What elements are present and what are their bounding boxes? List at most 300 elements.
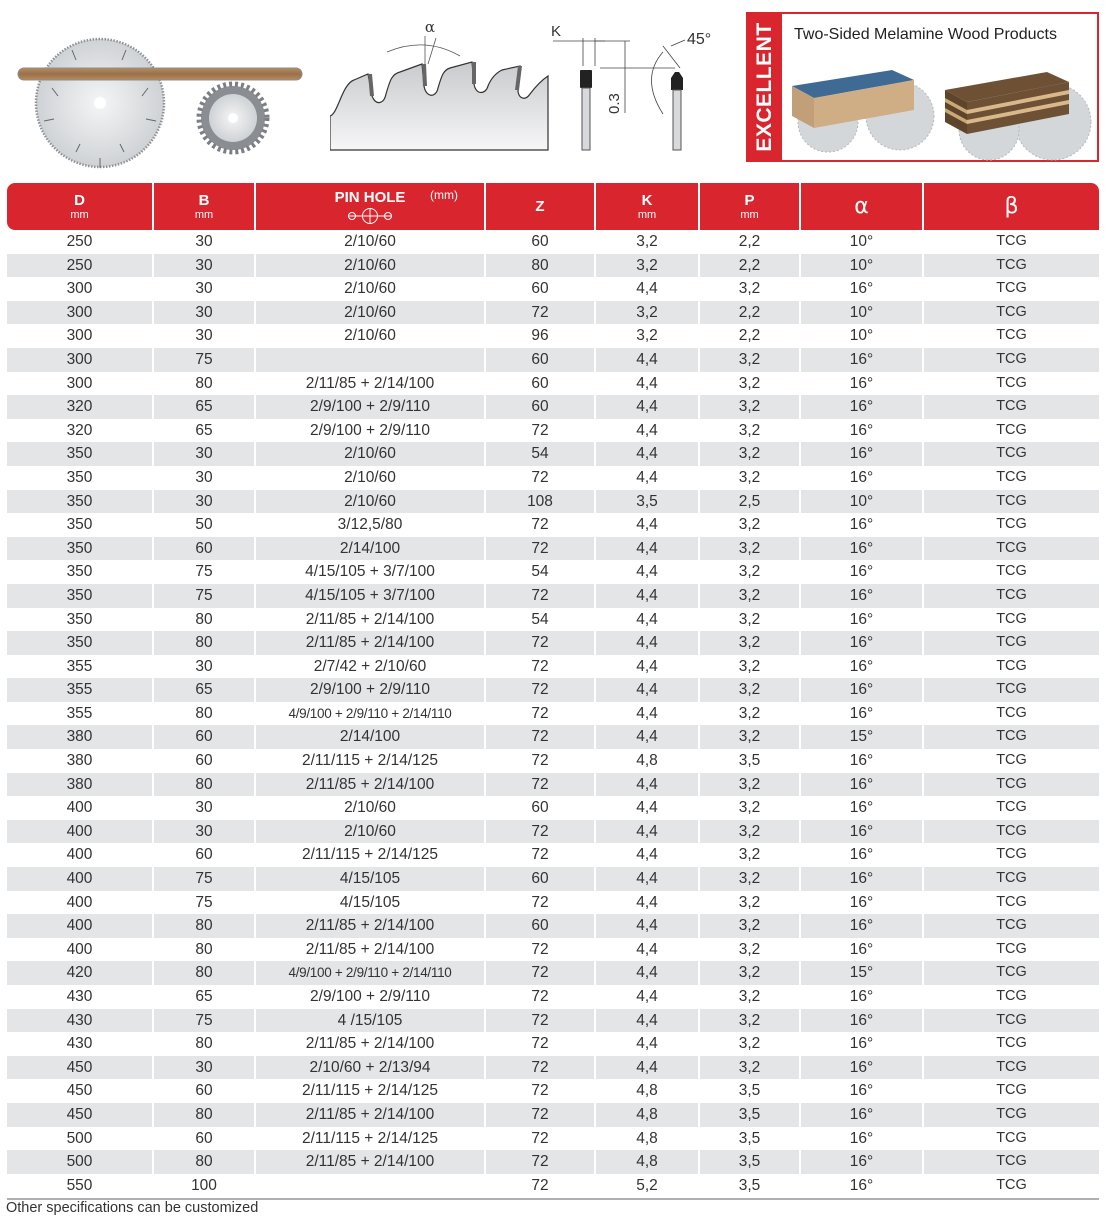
cell-d: 250	[7, 254, 154, 278]
cell-pin-hole	[256, 348, 486, 372]
cell-z: 72	[486, 891, 596, 915]
pin-hole-icon	[347, 208, 393, 224]
cell-d: 350	[7, 490, 154, 514]
cell-alpha: 16°	[801, 914, 924, 938]
cell-z: 60	[486, 914, 596, 938]
cell-z: 72	[486, 1009, 596, 1033]
bevel-angle-label: 45°	[687, 31, 712, 48]
column-header-b: B mm	[154, 183, 256, 230]
alpha-angle-label: α	[424, 18, 436, 36]
table-row	[7, 961, 1099, 985]
cell-d: 430	[7, 985, 154, 1009]
cell-pin-hole: 2/11/115 + 2/14/125	[256, 1079, 486, 1103]
cell-k: 4,4	[596, 796, 700, 820]
cell-alpha: 16°	[801, 891, 924, 915]
cell-beta: TCG	[924, 395, 1099, 419]
table-row	[7, 513, 1099, 537]
cell-pin-hole: 4/15/105	[256, 891, 486, 915]
cell-b: 30	[154, 655, 256, 679]
cell-d: 300	[7, 324, 154, 348]
cell-d: 400	[7, 891, 154, 915]
cell-k: 4,4	[596, 631, 700, 655]
table-row	[7, 254, 1099, 278]
cell-pin-hole: 2/11/115 + 2/14/125	[256, 843, 486, 867]
cell-k: 4,4	[596, 725, 700, 749]
cell-alpha: 16°	[801, 773, 924, 797]
cell-k: 4,4	[596, 773, 700, 797]
cell-b: 80	[154, 914, 256, 938]
cell-k: 4,4	[596, 513, 700, 537]
cell-k: 4,8	[596, 1079, 700, 1103]
cell-b: 80	[154, 938, 256, 962]
cell-beta: TCG	[996, 1082, 1027, 1099]
cell-z: 60	[486, 372, 596, 396]
cell-z: 72	[486, 1127, 596, 1151]
cell-beta: TCG	[924, 1056, 1099, 1080]
column-header-d: D mm	[7, 183, 154, 230]
cell-b: 80	[154, 961, 256, 985]
cell-b: 65	[154, 419, 256, 443]
cell-b: 30	[154, 301, 256, 325]
cell-alpha: 16°	[801, 419, 924, 443]
cell-alpha: 10°	[801, 230, 924, 254]
cell-p: 3,2	[700, 867, 801, 891]
cell-b: 30	[154, 254, 256, 278]
cell-beta: TCG	[924, 914, 1099, 938]
column-header-alpha: α	[801, 183, 924, 230]
column-header-beta: β	[924, 183, 1099, 230]
table-row	[7, 1103, 1099, 1127]
cell-p: 3,5	[700, 1174, 801, 1198]
table-row	[7, 843, 1099, 867]
specification-table	[7, 183, 1099, 1200]
cell-beta: TCG	[924, 631, 1099, 655]
cell-beta: TCG	[996, 988, 1027, 1004]
cell-p: 3,2	[700, 513, 801, 537]
cell-beta: TCG	[924, 725, 1099, 749]
cell-p: 3,2	[700, 938, 801, 962]
cell-b: 75	[154, 1009, 256, 1033]
table-row	[7, 773, 1099, 797]
cell-pin-hole: 2/11/85 + 2/14/100	[256, 1103, 486, 1127]
cell-beta: TCG	[996, 516, 1027, 533]
cell-d: 550	[7, 1174, 154, 1198]
cell-alpha: 16°	[801, 985, 924, 1009]
table-row	[7, 277, 1099, 301]
cell-pin-hole: 4/9/100 + 2/9/110 + 2/14/110	[256, 961, 486, 985]
cell-p: 3,2	[700, 608, 801, 632]
cell-beta: TCG	[924, 961, 1099, 985]
cell-p: 3,5	[700, 749, 801, 773]
cell-b: 80	[154, 1032, 256, 1056]
cell-k: 3,2	[596, 254, 700, 278]
cell-p: 3,2	[700, 891, 801, 915]
cell-pin-hole: 2/11/85 + 2/14/100	[256, 1032, 486, 1056]
cell-beta: TCG	[996, 374, 1027, 391]
cell-z: 72	[486, 537, 596, 561]
cell-alpha: 16°	[801, 796, 924, 820]
table-row	[7, 1079, 1099, 1103]
table-row	[7, 867, 1099, 891]
cell-k: 3,5	[596, 490, 700, 514]
cell-p: 3,5	[700, 1150, 801, 1174]
cell-b: 60	[154, 725, 256, 749]
cell-b: 60	[154, 1127, 256, 1151]
cell-z: 60	[486, 395, 596, 419]
cell-beta: TCG	[924, 1009, 1099, 1033]
cell-k: 4,4	[596, 985, 700, 1009]
cell-pin-hole: 2/9/100 + 2/9/110	[256, 419, 486, 443]
cell-b: 30	[154, 796, 256, 820]
cell-pin-hole: 2/10/60	[256, 301, 486, 325]
cell-pin-hole: 2/11/85 + 2/14/100	[256, 1150, 486, 1174]
cell-z: 72	[486, 938, 596, 962]
cell-alpha: 16°	[801, 395, 924, 419]
cell-d: 350	[7, 466, 154, 490]
cell-pin-hole: 2/10/60	[256, 324, 486, 348]
cell-b: 80	[154, 372, 256, 396]
footnote: Other specifications can be customized	[6, 1200, 259, 1216]
cell-p: 3,2	[700, 631, 801, 655]
cell-beta: TCG	[996, 421, 1027, 438]
cell-z: 60	[486, 230, 596, 254]
cell-pin-hole: 2/10/60	[256, 466, 486, 490]
cell-d: 400	[7, 796, 154, 820]
cell-k: 4,4	[596, 820, 700, 844]
cell-pin-hole: 2/11/85 + 2/14/100	[256, 938, 486, 962]
cell-k: 4,4	[596, 867, 700, 891]
cell-alpha: 16°	[801, 584, 924, 608]
cell-z: 72	[486, 513, 596, 537]
cell-alpha: 15°	[801, 725, 924, 749]
cell-p: 3,2	[700, 1009, 801, 1033]
table-row	[7, 230, 1099, 254]
cell-beta: TCG	[924, 820, 1099, 844]
melamine-board-cut-image	[788, 64, 938, 165]
cell-b: 60	[154, 537, 256, 561]
cell-z: 72	[486, 843, 596, 867]
cell-beta: TCG	[996, 1035, 1027, 1052]
kerf-label: K	[551, 23, 562, 40]
cell-alpha: 16°	[801, 867, 924, 891]
table-row	[7, 678, 1099, 702]
cell-k: 4,4	[596, 1009, 700, 1033]
cell-alpha: 16°	[801, 938, 924, 962]
cell-b: 30	[154, 277, 256, 301]
table-row	[7, 608, 1099, 632]
cell-b: 50	[154, 513, 256, 537]
cell-beta: TCG	[924, 442, 1099, 466]
cell-p: 3,2	[700, 348, 801, 372]
cell-alpha: 15°	[801, 961, 924, 985]
cell-d: 400	[7, 843, 154, 867]
cell-d: 420	[7, 961, 154, 985]
table-row	[7, 796, 1099, 820]
cell-d: 350	[7, 442, 154, 466]
cell-k: 4,4	[596, 655, 700, 679]
cell-beta: TCG	[924, 678, 1099, 702]
table-row	[7, 537, 1099, 561]
cell-b: 75	[154, 348, 256, 372]
table-row	[7, 490, 1099, 514]
cell-alpha: 16°	[801, 277, 924, 301]
table-row	[7, 1056, 1099, 1080]
cell-p: 2,5	[700, 490, 801, 514]
cell-k: 4,4	[596, 537, 700, 561]
table-row	[7, 395, 1099, 419]
rating-label: EXCELLENT	[753, 22, 776, 152]
cell-alpha: 16°	[801, 820, 924, 844]
cell-b: 65	[154, 985, 256, 1009]
cell-p: 3,2	[700, 820, 801, 844]
cell-k: 4,8	[596, 749, 700, 773]
cell-b: 100	[154, 1174, 256, 1198]
cell-beta: TCG	[996, 752, 1027, 769]
cell-alpha: 16°	[801, 560, 924, 584]
cell-k: 4,4	[596, 277, 700, 301]
cell-z: 54	[486, 608, 596, 632]
cell-beta: TCG	[996, 799, 1027, 816]
cell-z: 54	[486, 442, 596, 466]
cell-k: 4,4	[596, 372, 700, 396]
cell-z: 72	[486, 961, 596, 985]
cell-pin-hole: 2/10/60	[256, 442, 486, 466]
table-row	[7, 655, 1099, 679]
cell-b: 30	[154, 1056, 256, 1080]
cell-alpha: 16°	[801, 1127, 924, 1151]
cell-d: 400	[7, 938, 154, 962]
cell-b: 75	[154, 891, 256, 915]
cell-z: 72	[486, 466, 596, 490]
cell-pin-hole: 4/15/105 + 3/7/100	[256, 560, 486, 584]
cell-alpha: 16°	[801, 1103, 924, 1127]
cell-beta: TCG	[924, 254, 1099, 278]
cell-k: 4,4	[596, 938, 700, 962]
cell-b: 60	[154, 843, 256, 867]
cell-d: 400	[7, 867, 154, 891]
cell-k: 3,2	[596, 301, 700, 325]
cell-alpha: 16°	[801, 1056, 924, 1080]
cell-alpha: 10°	[801, 490, 924, 514]
cell-d: 300	[7, 372, 154, 396]
cell-b: 80	[154, 608, 256, 632]
cell-b: 30	[154, 324, 256, 348]
cell-d: 250	[7, 230, 154, 254]
cell-p: 3,2	[700, 678, 801, 702]
cell-alpha: 16°	[801, 749, 924, 773]
cell-b: 80	[154, 702, 256, 726]
cell-z: 72	[486, 584, 596, 608]
cell-d: 430	[7, 1009, 154, 1033]
cell-k: 4,4	[596, 891, 700, 915]
cell-p: 3,5	[700, 1127, 801, 1151]
cell-beta: TCG	[924, 301, 1099, 325]
cell-d: 450	[7, 1079, 154, 1103]
cell-b: 80	[154, 773, 256, 797]
cell-pin-hole: 2/11/85 + 2/14/100	[256, 773, 486, 797]
cell-z: 72	[486, 702, 596, 726]
cell-d: 350	[7, 513, 154, 537]
table-row	[7, 324, 1099, 348]
column-header-k: K mm	[596, 183, 700, 230]
cell-b: 30	[154, 466, 256, 490]
cell-p: 3,2	[700, 843, 801, 867]
application-title: Two-Sided Melamine Wood Products	[794, 26, 1057, 43]
cell-z: 72	[486, 631, 596, 655]
cell-d: 450	[7, 1103, 154, 1127]
cell-b: 75	[154, 584, 256, 608]
cell-pin-hole	[256, 1174, 486, 1198]
cell-k: 4,4	[596, 442, 700, 466]
cell-k: 4,4	[596, 608, 700, 632]
cell-alpha: 16°	[801, 678, 924, 702]
cell-k: 5,2	[596, 1174, 700, 1198]
cell-k: 4,8	[596, 1103, 700, 1127]
cell-pin-hole: 4/15/105	[256, 867, 486, 891]
cell-pin-hole: 2/11/85 + 2/14/100	[256, 631, 486, 655]
cell-pin-hole: 2/7/42 + 2/10/60	[256, 655, 486, 679]
table-row	[7, 584, 1099, 608]
cell-pin-hole: 2/9/100 + 2/9/110	[256, 678, 486, 702]
cell-beta: TCG	[924, 537, 1099, 561]
cell-z: 60	[486, 867, 596, 891]
cell-beta: TCG	[924, 867, 1099, 891]
table-row	[7, 1009, 1099, 1033]
cell-d: 320	[7, 395, 154, 419]
table-row	[7, 560, 1099, 584]
cell-pin-hole: 2/11/85 + 2/14/100	[256, 372, 486, 396]
cell-pin-hole: 2/10/60	[256, 796, 486, 820]
cell-z: 72	[486, 1150, 596, 1174]
cell-k: 4,4	[596, 1032, 700, 1056]
cell-beta: TCG	[996, 1129, 1027, 1146]
cell-b: 30	[154, 820, 256, 844]
cell-d: 500	[7, 1127, 154, 1151]
cell-p: 3,2	[700, 466, 801, 490]
cell-beta: TCG	[924, 490, 1099, 514]
cell-d: 300	[7, 348, 154, 372]
cell-k: 4,8	[596, 1150, 700, 1174]
cell-beta: TCG	[996, 610, 1027, 627]
cell-pin-hole: 2/11/85 + 2/14/100	[256, 914, 486, 938]
cell-alpha: 16°	[801, 702, 924, 726]
cell-p: 3,2	[700, 419, 801, 443]
cell-alpha: 16°	[801, 1150, 924, 1174]
table-row	[7, 372, 1099, 396]
table-row	[7, 466, 1099, 490]
cell-pin-hole: 2/10/60	[256, 820, 486, 844]
cell-d: 380	[7, 725, 154, 749]
cell-pin-hole: 2/11/115 + 2/14/125	[256, 749, 486, 773]
cell-b: 65	[154, 395, 256, 419]
cell-d: 380	[7, 749, 154, 773]
cell-z: 80	[486, 254, 596, 278]
cell-k: 4,4	[596, 678, 700, 702]
cell-beta: TCG	[996, 657, 1027, 674]
cell-beta: TCG	[924, 1150, 1099, 1174]
cell-p: 3,2	[700, 442, 801, 466]
cell-p: 3,2	[700, 985, 801, 1009]
application-rating-badge	[746, 12, 1099, 162]
cell-pin-hole: 2/9/100 + 2/9/110	[256, 985, 486, 1009]
cell-p: 3,2	[700, 961, 801, 985]
cell-p: 3,2	[700, 560, 801, 584]
cell-pin-hole: 2/10/60	[256, 277, 486, 301]
cell-k: 4,4	[596, 1056, 700, 1080]
cell-d: 350	[7, 584, 154, 608]
cell-pin-hole: 2/11/85 + 2/14/100	[256, 608, 486, 632]
cell-b: 80	[154, 1150, 256, 1174]
cell-pin-hole: 3/12,5/80	[256, 513, 486, 537]
cell-z: 72	[486, 1079, 596, 1103]
cell-beta: TCG	[996, 846, 1027, 863]
kerf-bevel-diagram	[545, 18, 725, 158]
cell-alpha: 16°	[801, 466, 924, 490]
cell-beta: TCG	[996, 704, 1027, 721]
cell-b: 80	[154, 631, 256, 655]
table-row	[7, 725, 1099, 749]
cell-z: 72	[486, 1032, 596, 1056]
table-row	[7, 891, 1099, 915]
cell-p: 3,2	[700, 584, 801, 608]
cell-alpha: 16°	[801, 1009, 924, 1033]
cell-d: 300	[7, 277, 154, 301]
cell-b: 30	[154, 442, 256, 466]
cell-beta: TCG	[924, 584, 1099, 608]
table-row	[7, 1127, 1099, 1151]
cell-z: 72	[486, 820, 596, 844]
cell-p: 2,2	[700, 301, 801, 325]
cell-z: 72	[486, 419, 596, 443]
cell-p: 3,5	[700, 1103, 801, 1127]
cell-z: 60	[486, 796, 596, 820]
table-row	[7, 1150, 1099, 1174]
cell-beta: TCG	[996, 468, 1027, 485]
cell-k: 3,2	[596, 324, 700, 348]
cell-alpha: 16°	[801, 537, 924, 561]
cell-z: 72	[486, 655, 596, 679]
cell-d: 350	[7, 560, 154, 584]
cell-z: 60	[486, 348, 596, 372]
cell-beta: TCG	[996, 940, 1027, 957]
cell-alpha: 16°	[801, 1174, 924, 1198]
cell-d: 355	[7, 678, 154, 702]
table-row	[7, 301, 1099, 325]
cell-p: 3,2	[700, 537, 801, 561]
cell-k: 4,4	[596, 914, 700, 938]
cell-pin-hole: 2/10/60 + 2/13/94	[256, 1056, 486, 1080]
table-row	[7, 1174, 1099, 1198]
cell-p: 3,2	[700, 277, 801, 301]
cell-beta: TCG	[996, 893, 1027, 910]
cell-pin-hole: 2/10/60	[256, 490, 486, 514]
cell-alpha: 16°	[801, 372, 924, 396]
cell-alpha: 16°	[801, 843, 924, 867]
cell-z: 72	[486, 985, 596, 1009]
cell-alpha: 16°	[801, 631, 924, 655]
cell-k: 4,4	[596, 466, 700, 490]
cell-b: 60	[154, 749, 256, 773]
table-row	[7, 914, 1099, 938]
cell-p: 3,2	[700, 773, 801, 797]
cell-z: 72	[486, 725, 596, 749]
cell-p: 2,2	[700, 254, 801, 278]
cell-p: 3,2	[700, 655, 801, 679]
cell-alpha: 16°	[801, 1079, 924, 1103]
cell-d: 400	[7, 820, 154, 844]
cell-p: 3,2	[700, 395, 801, 419]
cell-d: 320	[7, 419, 154, 443]
